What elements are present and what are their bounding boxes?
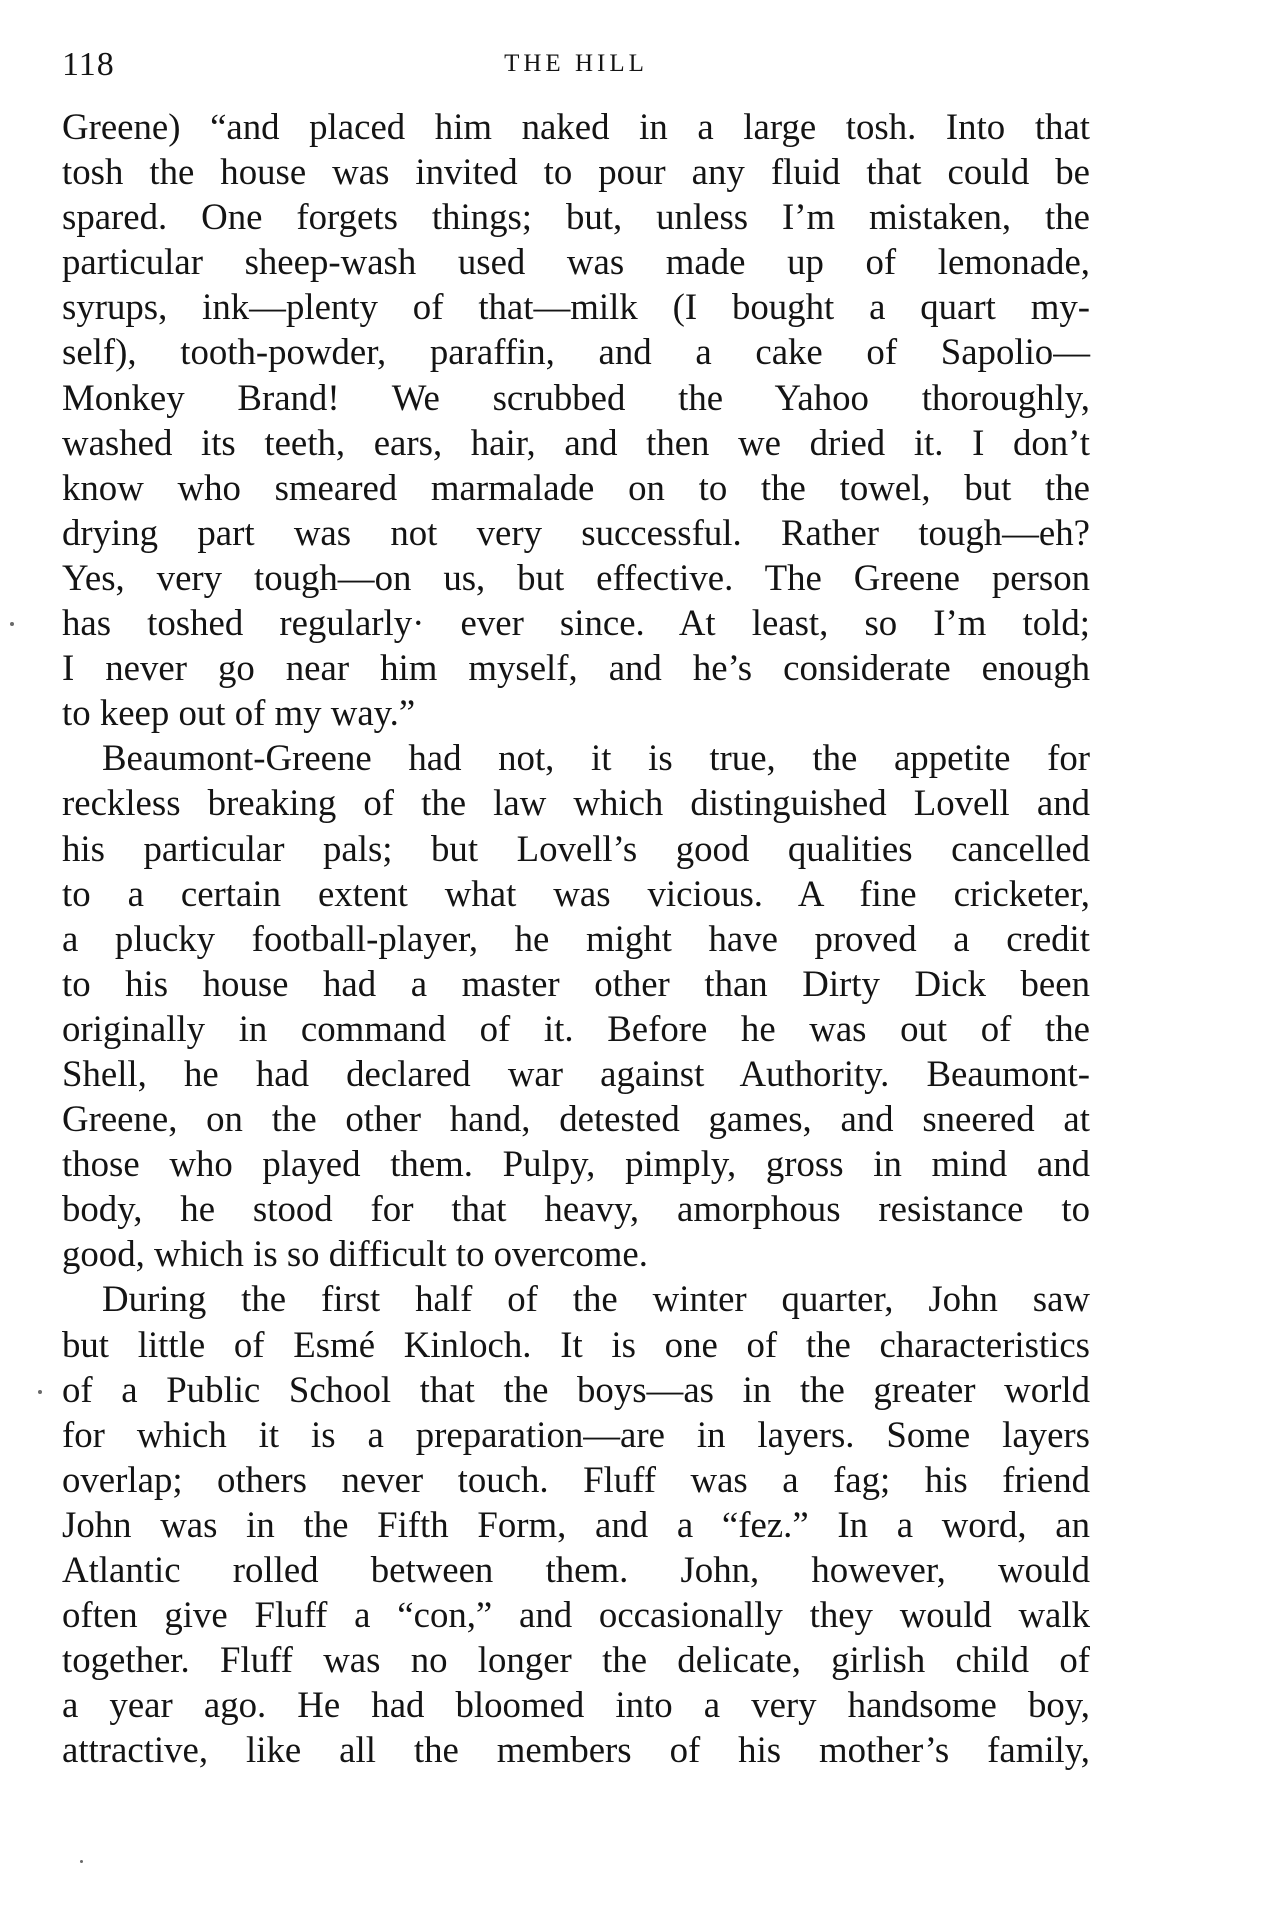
text-line: reckless breaking of the law which distinguished Lovell and	[62, 782, 1090, 824]
text-line: Greene, on the other hand, detested games, and sneered at	[62, 1098, 1090, 1140]
text-line: of a Public School that the boys—as in the greater world	[62, 1368, 1090, 1410]
page-number: 118	[62, 46, 115, 83]
running-title: THE HILL	[504, 50, 648, 77]
paper-speck	[10, 622, 14, 626]
text-line: Beaumont-Greene had not, it is true, the appetite for	[102, 737, 1090, 779]
text-line: overlap; others never touch. Fluff was a fag; his friend	[62, 1458, 1090, 1500]
text-line: particular sheep-wash used was made up of lemonade,	[62, 241, 1090, 283]
text-line: tosh the house was invited to pour any fluid that could be	[62, 151, 1090, 193]
text-line: drying part was not very successful. Rather tough—eh?	[62, 511, 1090, 553]
text-line: those who played them. Pulpy, pimply, gross in mind and	[62, 1143, 1090, 1185]
text-line: Greene) “and placed him naked in a large tosh. Into that	[62, 106, 1090, 147]
text-line: I never go near him myself, and he’s considerate enough	[62, 647, 1090, 689]
text-line: originally in command of it. Before he was out of the	[62, 1007, 1090, 1049]
text-line: washed its teeth, ears, hair, and then we dried it. I don’t	[62, 421, 1090, 463]
text-line: a year ago. He had bloomed into a very handsome boy,	[62, 1684, 1090, 1726]
text-line: often give Fluff a “con,” and occasionally they would walk	[62, 1594, 1090, 1636]
running-head	[62, 46, 1090, 86]
text-line: know who smeared marmalade on to the towel, but the	[62, 466, 1090, 508]
text-line: has toshed regularly· ever since. At least, so I’m told;	[62, 602, 1090, 644]
text-line: to his house had a master other than Dirty Dick been	[62, 962, 1090, 1004]
text-line: During the first half of the winter quarter, John saw	[102, 1278, 1090, 1320]
text-line: body, he stood for that heavy, amorphous resistance to	[62, 1188, 1090, 1230]
text-line: together. Fluff was no longer the delicate, girlish child of	[62, 1639, 1090, 1681]
paper-speck	[38, 1390, 42, 1394]
text-line: but little of Esmé Kinloch. It is one of the characteristics	[62, 1323, 1090, 1365]
text-line: a plucky football-player, he might have proved a credit	[62, 917, 1090, 959]
text-line: his particular pals; but Lovell’s good qualities cancelled	[62, 827, 1090, 869]
text-line: Shell, he had declared war against Authority. Beaumont-	[62, 1052, 1090, 1094]
text-line: good, which is so difficult to overcome.	[62, 1233, 648, 1275]
text-line: Monkey Brand! We scrubbed the Yahoo thoroughly,	[62, 376, 1090, 418]
text-line: spared. One forgets things; but, unless I’m mistaken, the	[62, 196, 1090, 238]
paper-speck	[80, 1860, 83, 1863]
text-line: Yes, very tough—on us, but effective. The Greene person	[62, 556, 1090, 598]
text-line: attractive, like all the members of his mother’s family,	[62, 1729, 1090, 1771]
text-line: to a certain extent what was vicious. A fine cricketer,	[62, 872, 1090, 914]
body-text	[62, 104, 1090, 1772]
text-line: self), tooth-powder, paraffin, and a cake of Sapolio—	[62, 331, 1090, 373]
text-line: Atlantic rolled between them. John, however, would	[62, 1549, 1090, 1590]
text-line: syrups, ink—plenty of that—milk (I bought a quart my-	[62, 286, 1090, 328]
text-line: John was in the Fifth Form, and a “fez.” In a word, an	[62, 1503, 1090, 1545]
text-line: for which it is a preparation—are in layers. Some layers	[62, 1413, 1090, 1455]
text-line: to keep out of my way.”	[62, 692, 416, 734]
